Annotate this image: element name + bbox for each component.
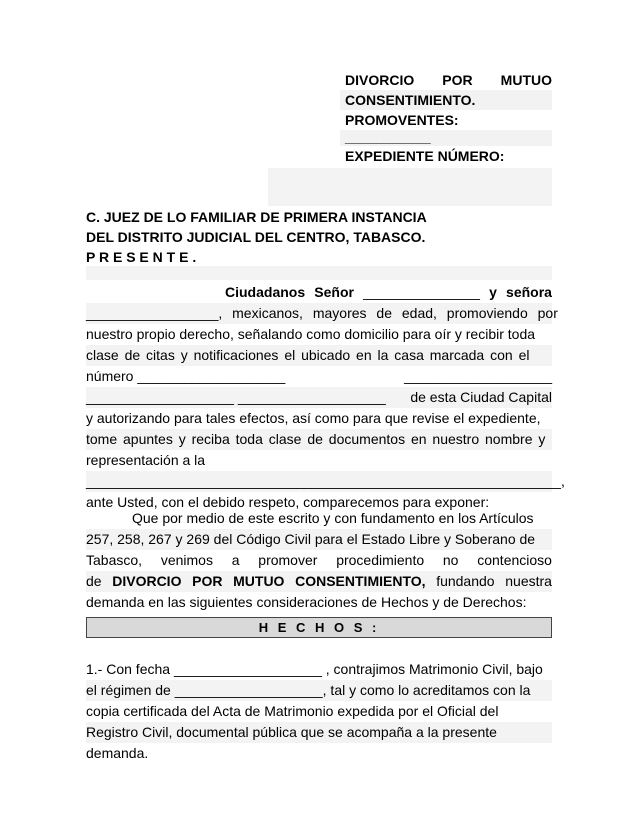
para2-word: a — [231, 552, 240, 568]
para2-word: promover — [258, 552, 318, 568]
para2-word: venimos — [160, 552, 213, 568]
intro-text: de esta Ciudad Capital — [410, 389, 552, 405]
intro-word: Señor — [314, 284, 354, 300]
hecho1-line-2: el régimen de ___________________, tal y como lo acreditamos con la — [86, 680, 552, 701]
hecho1-line-5: demanda. — [86, 745, 149, 761]
hechos-section-title: H E C H O S : — [86, 617, 552, 638]
para2-word: de — [86, 573, 102, 589]
case-type-word: DIVORCIO — [345, 72, 415, 88]
hecho1-line-1: 1.- Con fecha ___________________ , contrajimos Matrimonio Civil, bajo — [86, 661, 543, 677]
para2-word: procedimiento — [336, 552, 425, 568]
para2-word: contencioso — [477, 552, 552, 568]
intro-line-1 — [86, 282, 552, 303]
intro-line-6 — [86, 387, 552, 408]
intro-line-10: _____________________________________________________________, — [86, 471, 552, 492]
hecho1-line-3: copia certificada del Acta de Matrimonio expedida por el Oficial del — [86, 703, 499, 719]
shaded-space — [268, 168, 552, 206]
case-header — [340, 70, 552, 166]
intro-line-4: clase de citas y notificaciones el ubicado en la casa marcada con el — [86, 345, 552, 366]
para2-bold-word: MUTUO — [233, 573, 285, 589]
intro-line-7: y autorizando para tales efectos, así como para que revise el expediente, — [86, 410, 541, 426]
intro-line-3: nuestro propio derecho, señalando como domicilio para oír y recibir toda — [86, 326, 536, 342]
case-type-line-2: CONSENTIMIENTO. — [340, 90, 552, 110]
intro-line-8: tome apuntes y reciba toda clase de documentos en nuestro nombre y — [86, 429, 552, 450]
intro-line-9: representación a la — [86, 452, 206, 468]
addressee-block — [86, 207, 552, 267]
intro-blank: ___________________ — [404, 368, 552, 384]
para2-line-4 — [86, 571, 552, 592]
intro-blank: _______________ — [363, 284, 480, 300]
addressee-line: C. JUEZ DE LO FAMILIAR DE PRIMERA INSTANCIA — [86, 209, 427, 225]
case-type-line-1 — [340, 70, 552, 90]
intro-line-5 — [86, 366, 552, 387]
addressee-line: DEL DISTRITO JUDICIAL DEL CENTRO, TABASCO. — [86, 229, 426, 245]
para2-bold-word: POR — [192, 573, 223, 589]
case-type-word: MUTUO — [500, 72, 552, 88]
expediente-label: EXPEDIENTE NÚMERO: — [345, 148, 505, 164]
intro-word: señora — [506, 284, 552, 300]
para2-line-1: Que por medio de este escrito y con fundamento en los Artículos — [132, 510, 534, 526]
para2-word: nuestra — [505, 573, 552, 589]
para2-bold-word: CONSENTIMIENTO, — [295, 573, 426, 589]
para2-line-2: 257, 258, 267 y 269 del Código Civil para el Estado Libre y Soberano de — [86, 529, 552, 550]
hecho1-line-4: Registro Civil, documental pública que se acompaña a la presente — [86, 722, 552, 743]
intro-text: número ___________________ — [86, 368, 286, 384]
intro-line-11: ante Usted, con el debido respeto, comparecemos para exponer: — [86, 494, 490, 510]
para2-line-5: demanda en las siguientes consideraciones de Hechos y de Derechos: — [86, 594, 527, 610]
case-type-word: POR — [442, 72, 473, 88]
intro-text: _________________, mexicanos, mayores de edad, promoviendo por — [86, 305, 558, 321]
intro-word: y — [489, 284, 497, 300]
intro-blank: ___________________ ___________________ — [86, 389, 386, 405]
addressee-present: P R E S E N T E . — [86, 249, 197, 265]
shaded-space — [86, 266, 552, 280]
para2-bold-word: DIVORCIO — [112, 573, 182, 589]
para2-line-3 — [86, 550, 552, 571]
promoventes-blank: ___________ — [340, 130, 552, 146]
intro-line-2 — [86, 303, 558, 324]
para2-word: no — [442, 552, 459, 568]
para2-word: Tabasco, — [86, 552, 143, 568]
promoventes-label: PROMOVENTES: — [345, 112, 459, 128]
para2-word: fundando — [436, 573, 495, 589]
intro-word: Ciudadanos — [225, 284, 306, 300]
